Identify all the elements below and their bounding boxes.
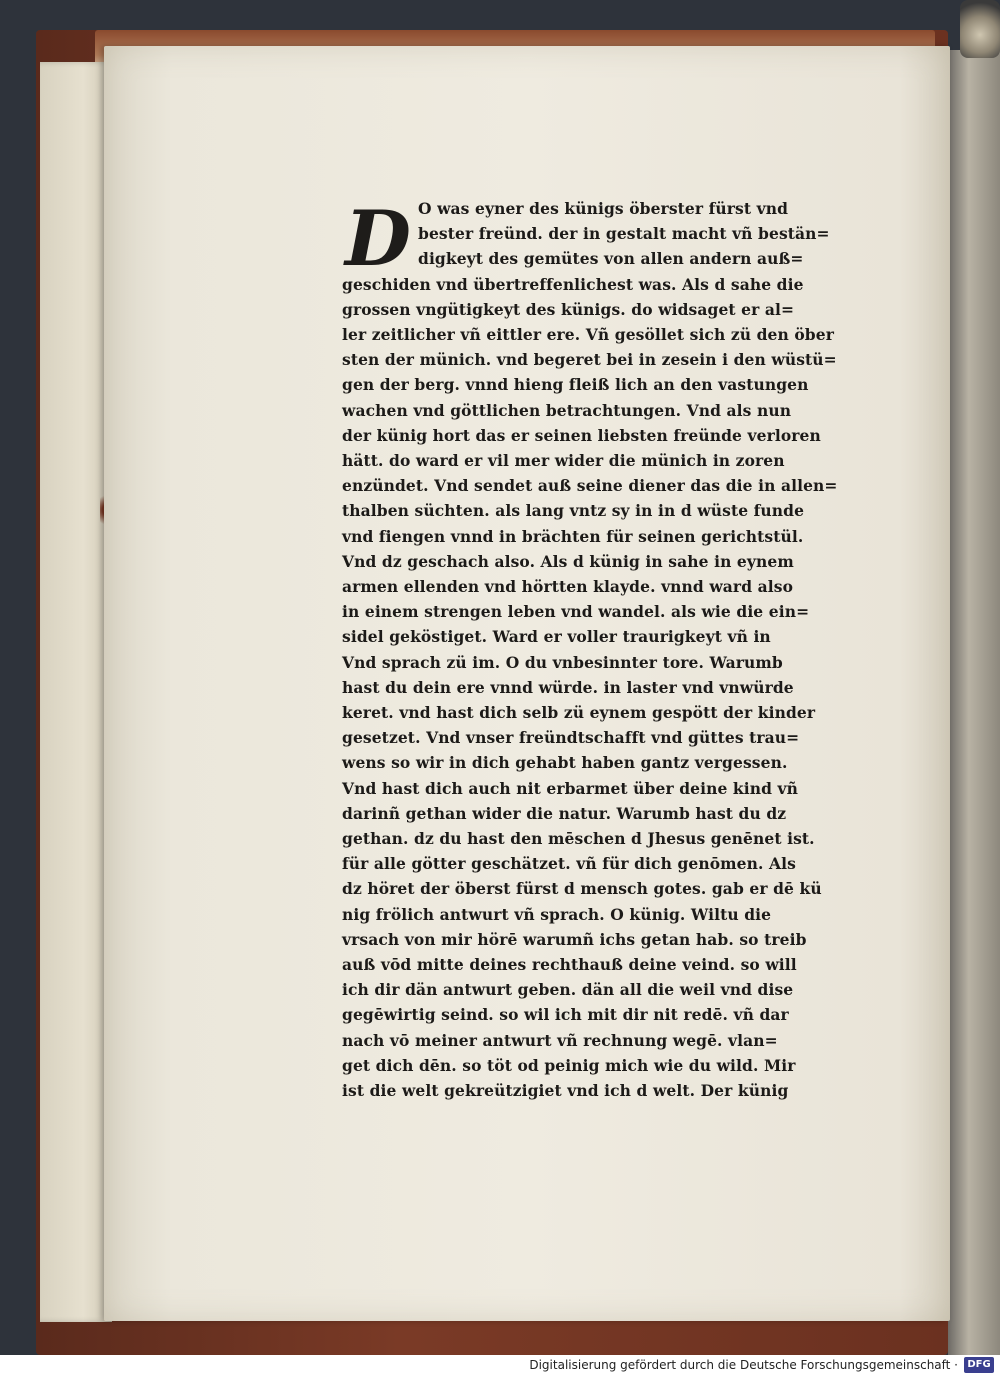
text-line: Vnd dz geschach also. Als d künig in sahe in eynem	[342, 551, 794, 571]
text-line: gen der berg. vnnd hieng fleiß lich an den vastungen	[342, 375, 809, 395]
text-line: grossen vngütigkeyt des künigs. do widsaget er al=	[342, 299, 795, 319]
text-line: hätt. do ward er vil mer wider die münich in zoren	[342, 451, 785, 470]
text-line: Vnd sprach zü im. O du vnbesinnter tore. Warumb	[342, 652, 783, 672]
text-line: vnd fiengen vnnd in brächten für seinen gerichtstül.	[342, 526, 804, 546]
text-line: thalben süchten. als lang vntz sy in in d wüste funde	[342, 501, 805, 521]
text-line: ich dir dän antwurt geben. dän all die weil vnd dise	[342, 980, 794, 1000]
text-line: enzündet. Vnd sendet auß seine diener das die in allen=	[342, 476, 838, 496]
dfg-logo: DFG	[964, 1357, 994, 1373]
printed-text-block	[342, 195, 857, 1115]
text-line: wachen vnd göttlichen betrachtungen. Vnd als nun	[342, 400, 792, 420]
funding-credit: Digitalisierung gefördert durch die Deutsche Forschungsgemeinschaft ·	[529, 1358, 958, 1372]
text-line: für alle götter geschätzet. vñ für dich genōmen. Als	[342, 854, 796, 874]
text-line: dz höret der öberst fürst d mensch gotes. gab er dē kü	[342, 879, 822, 899]
flyleaf-edge	[40, 62, 112, 1322]
clasp-ornament	[960, 0, 1000, 58]
text-line: nach vō meiner antwurt vñ rechnung wegē. vlan=	[342, 1030, 778, 1050]
decorated-initial: D	[345, 194, 411, 283]
text-line: gesetzet. Vnd vnser freündtschafft vnd güttes trau=	[342, 728, 800, 748]
text-line: digkeyt des gemütes von allen andern auß=	[418, 249, 804, 269]
text-line: keret. vnd hast dich selb zü eynem gespött der kinder	[342, 703, 816, 722]
text-line: geschiden vnd übertreffenlichest was. Als d sahe die	[342, 274, 804, 294]
text-line: ist die welt gekreützigiet vnd ich d welt. Der künig	[342, 1081, 789, 1100]
text-line: gegēwirtig seind. so wil ich mit dir nit redē. vñ dar	[342, 1005, 789, 1025]
text-line: armen ellenden vnd hörtten klayde. vnnd ward also	[342, 577, 794, 596]
text-line: bester freünd. der in gestalt macht vñ bestän=	[418, 224, 830, 244]
text-line: sten der münich. vnd begeret bei in zesein i den wüstü=	[342, 350, 837, 370]
text-line: nig frölich antwurt vñ sprach. O künig. Wiltu die	[342, 904, 772, 924]
text-line: O was eyner des künigs öberster fürst vnd	[418, 199, 789, 218]
text-line: hast du dein ere vnnd würde. in laster vnd vnwürde	[342, 677, 794, 697]
text-line: get dich dēn. so töt od peinig mich wie du wild. Mir	[342, 1055, 796, 1075]
text-line: gethan. dz du hast den mēschen d Jhesus genēnet ist.	[342, 829, 815, 848]
text-line: der künig hort das er seinen liebsten freünde verloren	[342, 425, 821, 445]
facing-page-edge	[948, 50, 1000, 1355]
text-line: auß vōd mitte deines rechthauß deine veind. so will	[342, 955, 797, 974]
text-line: ler zeitlicher vñ eittler ere. Vñ gesöllet sich zü den öber	[342, 325, 834, 344]
footer-bar	[0, 1355, 1000, 1376]
text-line: sidel geköstiget. Ward er voller traurigkeyt vñ in	[342, 627, 771, 647]
text-line: wens so wir in dich gehabt haben gantz vergessen.	[342, 753, 788, 773]
text-line: vrsach von mir hörē warumñ ichs getan hab. so treib	[342, 929, 807, 949]
text-line: darinñ gethan wider die natur. Warumb hast du dz	[342, 803, 787, 823]
text-line: in einem strengen leben vnd wandel. als wie die ein=	[342, 602, 810, 622]
text-line: Vnd hast dich auch nit erbarmet über deine kind vñ	[342, 778, 799, 798]
